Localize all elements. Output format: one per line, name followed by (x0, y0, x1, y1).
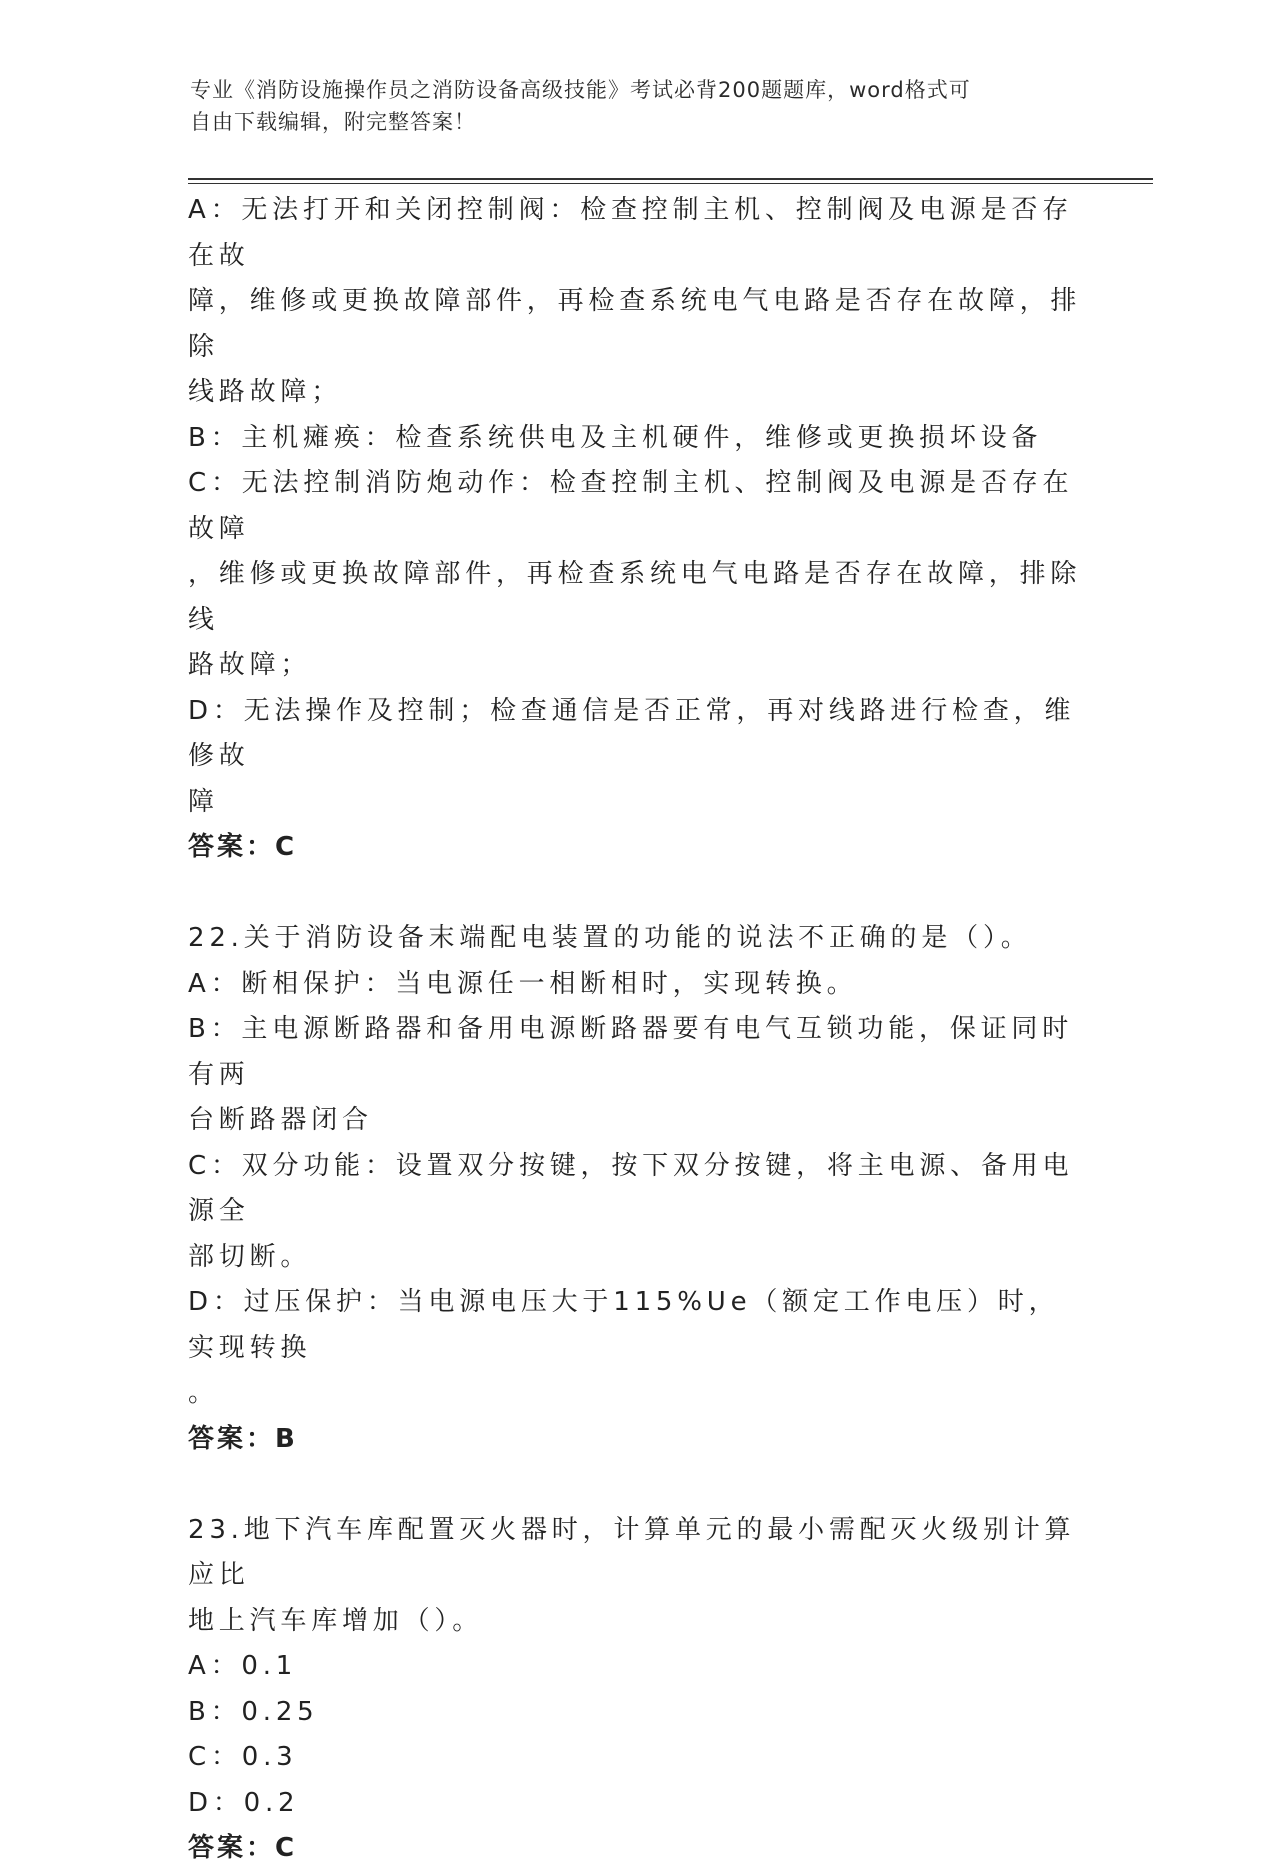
document-header (190, 74, 1090, 138)
q21-option-d-line-1: D：无法操作及控制；检查通信是否正常，再对线路进行检查，维修故 (188, 695, 1076, 771)
q21-option-a-line-3: 线路故障； (188, 377, 343, 407)
q23-option-d: D：0.2 (188, 1787, 300, 1818)
q22-option-c-line-1: C：双分功能：设置双分按键，按下双分按键，将主电源、备用电源全 (188, 1150, 1074, 1226)
q21-option-d-line-2: 障 (188, 786, 219, 817)
q21-answer: 答案：C (188, 832, 298, 862)
q22-option-d-line-2: 。 (188, 1378, 219, 1408)
q21-option-c-line-1: C：无法控制消防炮动作：检查控制主机、控制阀及电源是否存在故障 (188, 468, 1074, 544)
document-body (188, 188, 1083, 1872)
spacer (188, 871, 1083, 917)
spacer (188, 1462, 1083, 1508)
q23-stem-line-1: 23.地下汽车库配置灭火器时，计算单元的最小需配灭火级别计算应比 (188, 1514, 1076, 1590)
q23-stem-line-2: 地上汽车库增加（）。 (188, 1605, 484, 1636)
question-23-block (188, 1508, 1083, 1872)
q21-option-c-line-3: 路故障； (188, 650, 312, 680)
q22-option-a: A：断相保护：当电源任一相断相时，实现转换。 (188, 968, 858, 999)
question-21-block (188, 188, 1083, 871)
q23-answer: 答案：C (188, 1833, 298, 1863)
header-line-2: 自由下载编辑，附完整答案！ (190, 110, 476, 134)
q22-option-b-line-1: B：主电源断路器和备用电源断路器要有电气互锁功能，保证同时有两 (188, 1014, 1074, 1090)
q23-option-c: C：0.3 (188, 1742, 298, 1772)
question-22-block (188, 916, 1083, 1462)
q21-option-c-line-2: ，维修或更换故障部件，再检查系统电气电路是否存在故障，排除线 (188, 559, 1082, 635)
q22-option-c-line-2: 部切断。 (188, 1241, 312, 1272)
header-line-1: 专业《消防设施操作员之消防设备高级技能》考试必背200题题库，word格式可 (190, 78, 971, 102)
q22-stem: 22.关于消防设备末端配电装置的功能的说法不正确的是（）。 (188, 923, 1032, 953)
q22-option-d-line-1: D：过压保护：当电源电压大于115%Ue（额定工作电压）时，实现转换 (188, 1287, 1060, 1363)
header-divider-thick (188, 178, 1153, 180)
header-divider-thin (188, 183, 1153, 184)
q22-option-b-line-2: 台断路器闭合 (188, 1105, 373, 1135)
q22-answer: 答案：B (188, 1423, 298, 1454)
q21-option-b: B：主机瘫痪：检查系统供电及主机硬件，维修或更换损坏设备 (188, 422, 1043, 453)
q21-option-a-line-1: A：无法打开和关闭控制阀：检查控制主机、控制阀及电源是否存在故 (188, 195, 1073, 271)
q23-option-a: A：0.1 (188, 1651, 298, 1681)
q23-option-b: B：0.25 (188, 1696, 319, 1727)
q21-option-a-line-2: 障，维修或更换故障部件，再检查系统电气电路是否存在故障，排除 (188, 286, 1082, 362)
